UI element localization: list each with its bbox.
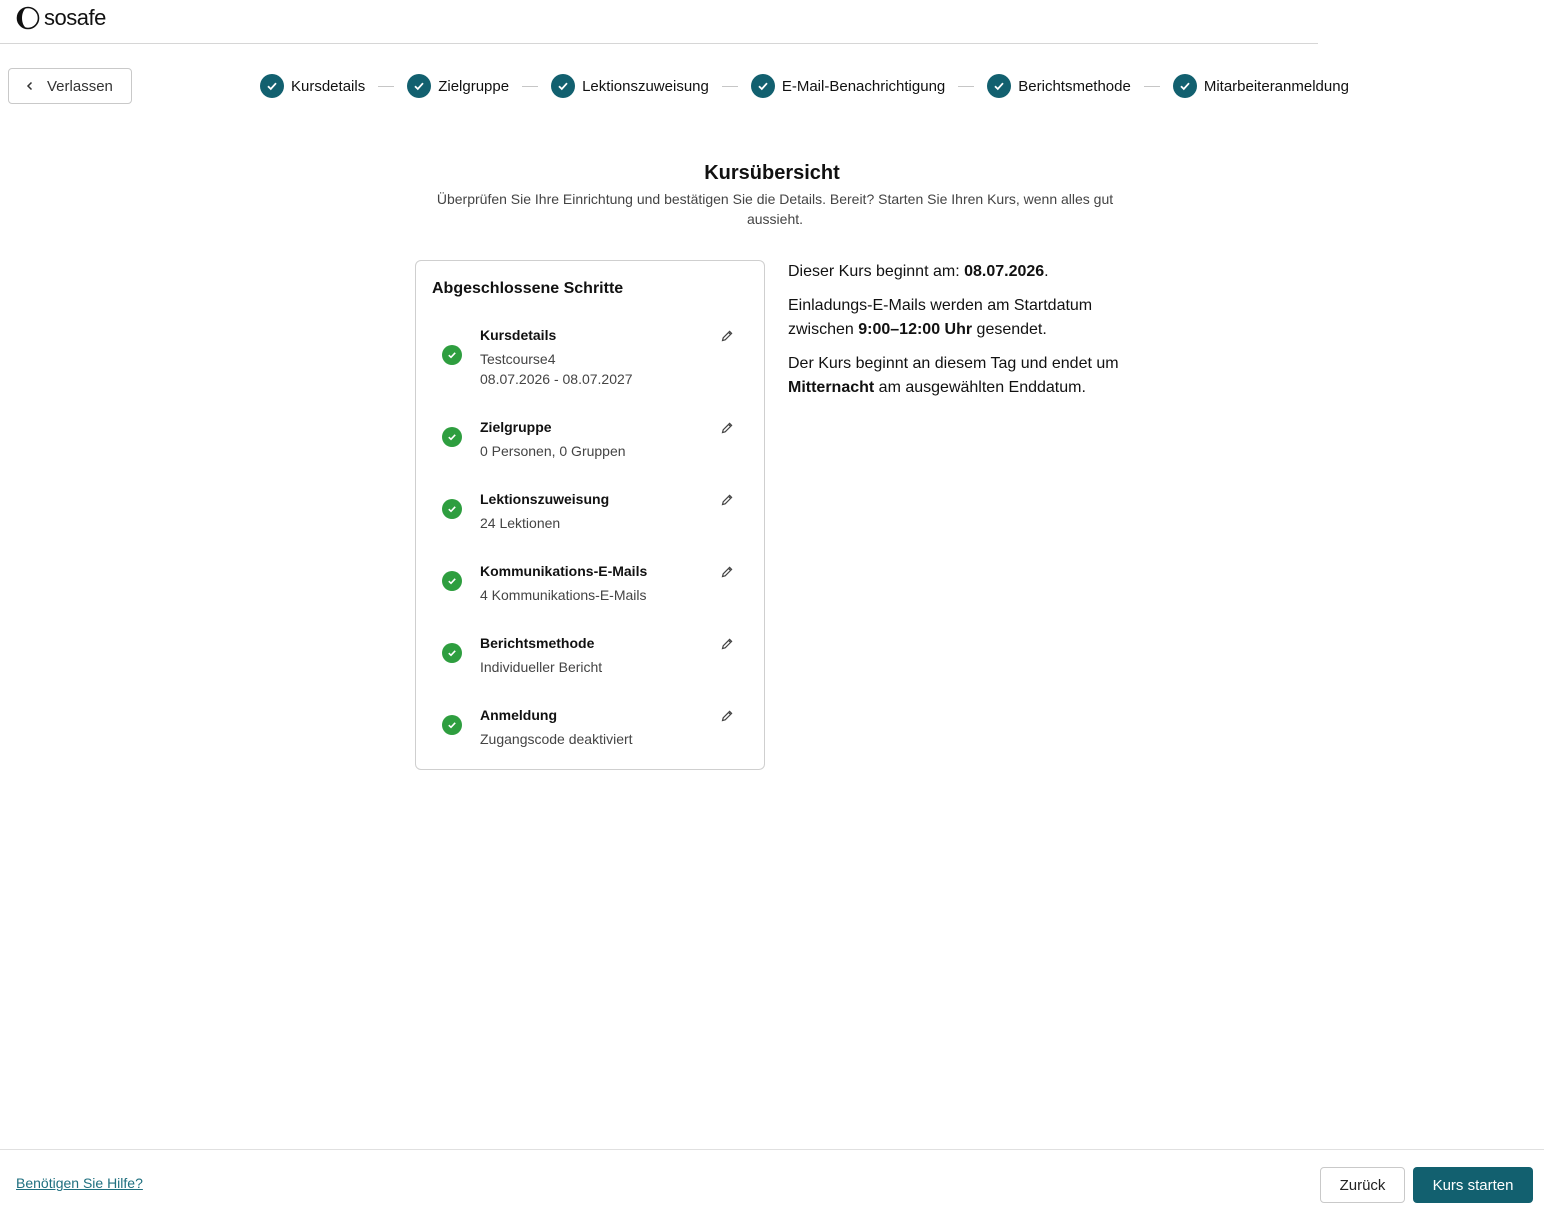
chevron-left-icon xyxy=(25,81,35,91)
step-zielgruppe[interactable] xyxy=(407,74,509,98)
info-text: Einladungs-E-Mails werden am Startdatum zwischen xyxy=(788,297,1093,338)
step-divider xyxy=(1144,86,1160,87)
check-icon xyxy=(260,74,284,98)
step-label: Mitarbeiteranmeldung xyxy=(1203,77,1349,95)
end-time-value: Mitternacht xyxy=(788,379,875,396)
step-label: E-Mail-Benachrichtigung xyxy=(781,77,946,95)
pencil-icon[interactable] xyxy=(719,636,735,652)
check-icon xyxy=(751,74,775,98)
progress-stepper xyxy=(260,74,1349,98)
step-berichtsmethode[interactable] xyxy=(987,74,1131,98)
summary-item-detail: 0 Personen, 0 Gruppen xyxy=(480,443,626,459)
step-email-benachrichtigung[interactable] xyxy=(751,74,945,98)
exit-button[interactable] xyxy=(8,68,132,104)
page-title: Kursübersicht xyxy=(704,162,840,184)
start-date-text xyxy=(788,260,1148,284)
sosafe-logo-icon xyxy=(16,6,40,30)
info-text: . xyxy=(1044,263,1049,280)
brand-logo[interactable] xyxy=(16,5,106,31)
summary-item-title: Anmeldung xyxy=(480,707,557,723)
check-circle-icon xyxy=(442,427,462,447)
step-label: Zielgruppe xyxy=(438,77,510,95)
summary-item-title: Kommunikations-E-Mails xyxy=(480,563,648,579)
summary-item-title: Zielgruppe xyxy=(480,419,552,435)
step-kursdetails[interactable] xyxy=(260,74,365,98)
summary-item-title: Kursdetails xyxy=(480,327,557,343)
step-divider xyxy=(958,86,974,87)
summary-item-detail: 4 Kommunikations-E-Mails xyxy=(480,587,647,603)
card-title: Abgeschlossene Schritte xyxy=(432,280,624,297)
summary-item-detail: 08.07.2026 - 08.07.2027 xyxy=(480,371,633,387)
course-info xyxy=(788,260,1148,410)
page-subtitle: Überprüfen Sie Ihre Einrichtung und bestätigen Sie die Details. Bereit? Starten Sie Ihren Kurs, wenn alles gut aussieht. xyxy=(436,191,1114,227)
end-time-text xyxy=(788,352,1148,400)
summary-item-detail: Zugangscode deaktiviert xyxy=(480,731,633,747)
info-text: am ausgewählten Enddatum. xyxy=(874,379,1086,396)
pencil-icon[interactable] xyxy=(719,564,735,580)
step-divider xyxy=(378,86,394,87)
pencil-icon[interactable] xyxy=(719,328,735,344)
info-text: gesendet. xyxy=(972,321,1047,338)
summary-item-detail: 24 Lektionen xyxy=(480,515,561,531)
info-text: Dieser Kurs beginnt am: xyxy=(788,263,965,280)
help-link[interactable]: Benötigen Sie Hilfe? xyxy=(16,1175,143,1191)
summary-item-title: Lektionszuweisung xyxy=(480,491,610,507)
exit-button-label: Verlassen xyxy=(47,77,113,95)
check-circle-icon xyxy=(442,499,462,519)
step-divider xyxy=(522,86,538,87)
email-time-value: 9:00–12:00 Uhr xyxy=(858,321,973,338)
summary-item-title: Berichtsmethode xyxy=(480,635,595,651)
top-bar xyxy=(0,0,1318,44)
email-time-text xyxy=(788,294,1148,342)
check-circle-icon xyxy=(442,345,462,365)
check-circle-icon xyxy=(442,715,462,735)
step-label: Lektionszuweisung xyxy=(582,77,709,95)
check-circle-icon xyxy=(442,643,462,663)
check-circle-icon xyxy=(442,571,462,591)
step-divider xyxy=(722,86,738,87)
check-icon xyxy=(551,74,575,98)
check-icon xyxy=(987,74,1011,98)
check-icon xyxy=(407,74,431,98)
step-label: Kursdetails xyxy=(291,77,366,95)
pencil-icon[interactable] xyxy=(719,708,735,724)
pencil-icon[interactable] xyxy=(719,420,735,436)
step-label: Berichtsmethode xyxy=(1018,77,1131,95)
check-icon xyxy=(1173,74,1197,98)
start-date-value: 08.07.2026 xyxy=(964,263,1045,280)
brand-name: sosafe xyxy=(44,5,106,30)
pencil-icon[interactable] xyxy=(719,492,735,508)
step-mitarbeiteranmeldung[interactable] xyxy=(1173,74,1349,98)
summary-item-detail: Individueller Bericht xyxy=(480,659,603,675)
footer-bar xyxy=(0,1149,1544,1205)
step-lektionszuweisung[interactable] xyxy=(551,74,709,98)
summary-item-detail: Testcourse4 xyxy=(480,351,556,367)
start-course-button[interactable]: Kurs starten xyxy=(1413,1167,1533,1203)
back-button[interactable]: Zurück xyxy=(1320,1167,1405,1203)
completed-steps-card xyxy=(415,260,765,770)
info-text: Der Kurs beginnt an diesem Tag und endet um xyxy=(788,355,1119,372)
